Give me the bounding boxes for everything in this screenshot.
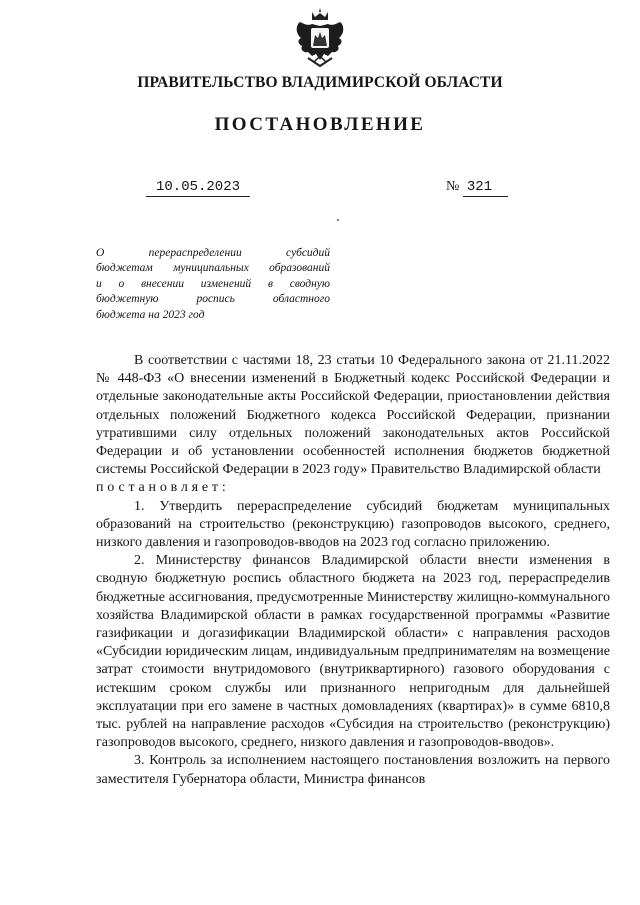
document-number: 321 [463, 179, 508, 197]
subject-line: бюджетную роспись областного [96, 293, 330, 306]
document-number-block [446, 179, 508, 195]
item-paragraph: 3. Контроль за исполнением настоящего постановления возложить на первого заместителя Губернатора области, Министра финансов [96, 753, 610, 787]
subject-line: бюджета на 2023 год [96, 308, 205, 321]
document-title: ПОСТАНОВЛЕНИЕ [214, 114, 426, 135]
subject-line: и о внесении изменений в сводную [96, 277, 330, 290]
scan-speck [337, 219, 339, 221]
document-subject [96, 246, 330, 323]
item-paragraph: 1. Утвердить перераспределение субсидий бюджетам муниципальных образований на строительство (реконструкцию) газопроводов высокого, среднего, низкого давления и газопроводов-вводов на 2023 год согласно приложению. [96, 498, 610, 551]
decides-line: постановляет: [96, 480, 230, 496]
government-name: ПРАВИТЕЛЬСТВО ВЛАДИМИРСКОЙ ОБЛАСТИ [137, 74, 503, 91]
coat-of-arms-emblem [294, 8, 346, 68]
item-paragraph: 2. Министерству финансов Владимирской области внести изменения в сводную бюджетную роспись областного бюджета на 2023 год, перераспределив бюджетные ассигнования, предусмотренные Министерству жилищно-коммунального хозяйства Владимирской области в рамках государственной программы «Развитие газификации и догазификации Владимирской области» с направления расходов «Субсидии юридическим лицам, индивидуальным предпринимателям на возмещение затрат стоимости внутридомового (внутриквартирного) газового оборудования с истекшим сроком службы или признанного непригодным для дальнейшей эксплуатации при его замене в частных домовладениях (квартирах)» в сумме 6810,8 тыс. рублей на направление расходов «Субсидия на строительство (реконструкцию) газопроводов высокого, среднего, низкого давления и газопроводов-вводов». [96, 553, 610, 751]
subject-line: бюджетам муниципальных образований [96, 262, 330, 275]
preamble-paragraph: В соответствии с частями 18, 23 статьи 10 Федерального закона от 21.11.2022 № 448-ФЗ «О внесении изменений в Бюджетный кодекс Российской Федерации и отдельные законодательные акты Российской Федерации, приостановлении действия отдельных положений Бюджетного кодекса Российской Федерации, признании утратившими силу отдельных положений законодательных актов Российской Федерации и об установлении особенностей исполнения бюджетов бюджетной системы Российской Федерации в 2023 году» Правительство Владимирской области [96, 353, 610, 478]
number-sign: № [446, 179, 460, 194]
document-body [96, 352, 610, 789]
document-date: 10.05.2023 [146, 179, 250, 197]
subject-line: О перераспределении субсидий [96, 247, 330, 259]
